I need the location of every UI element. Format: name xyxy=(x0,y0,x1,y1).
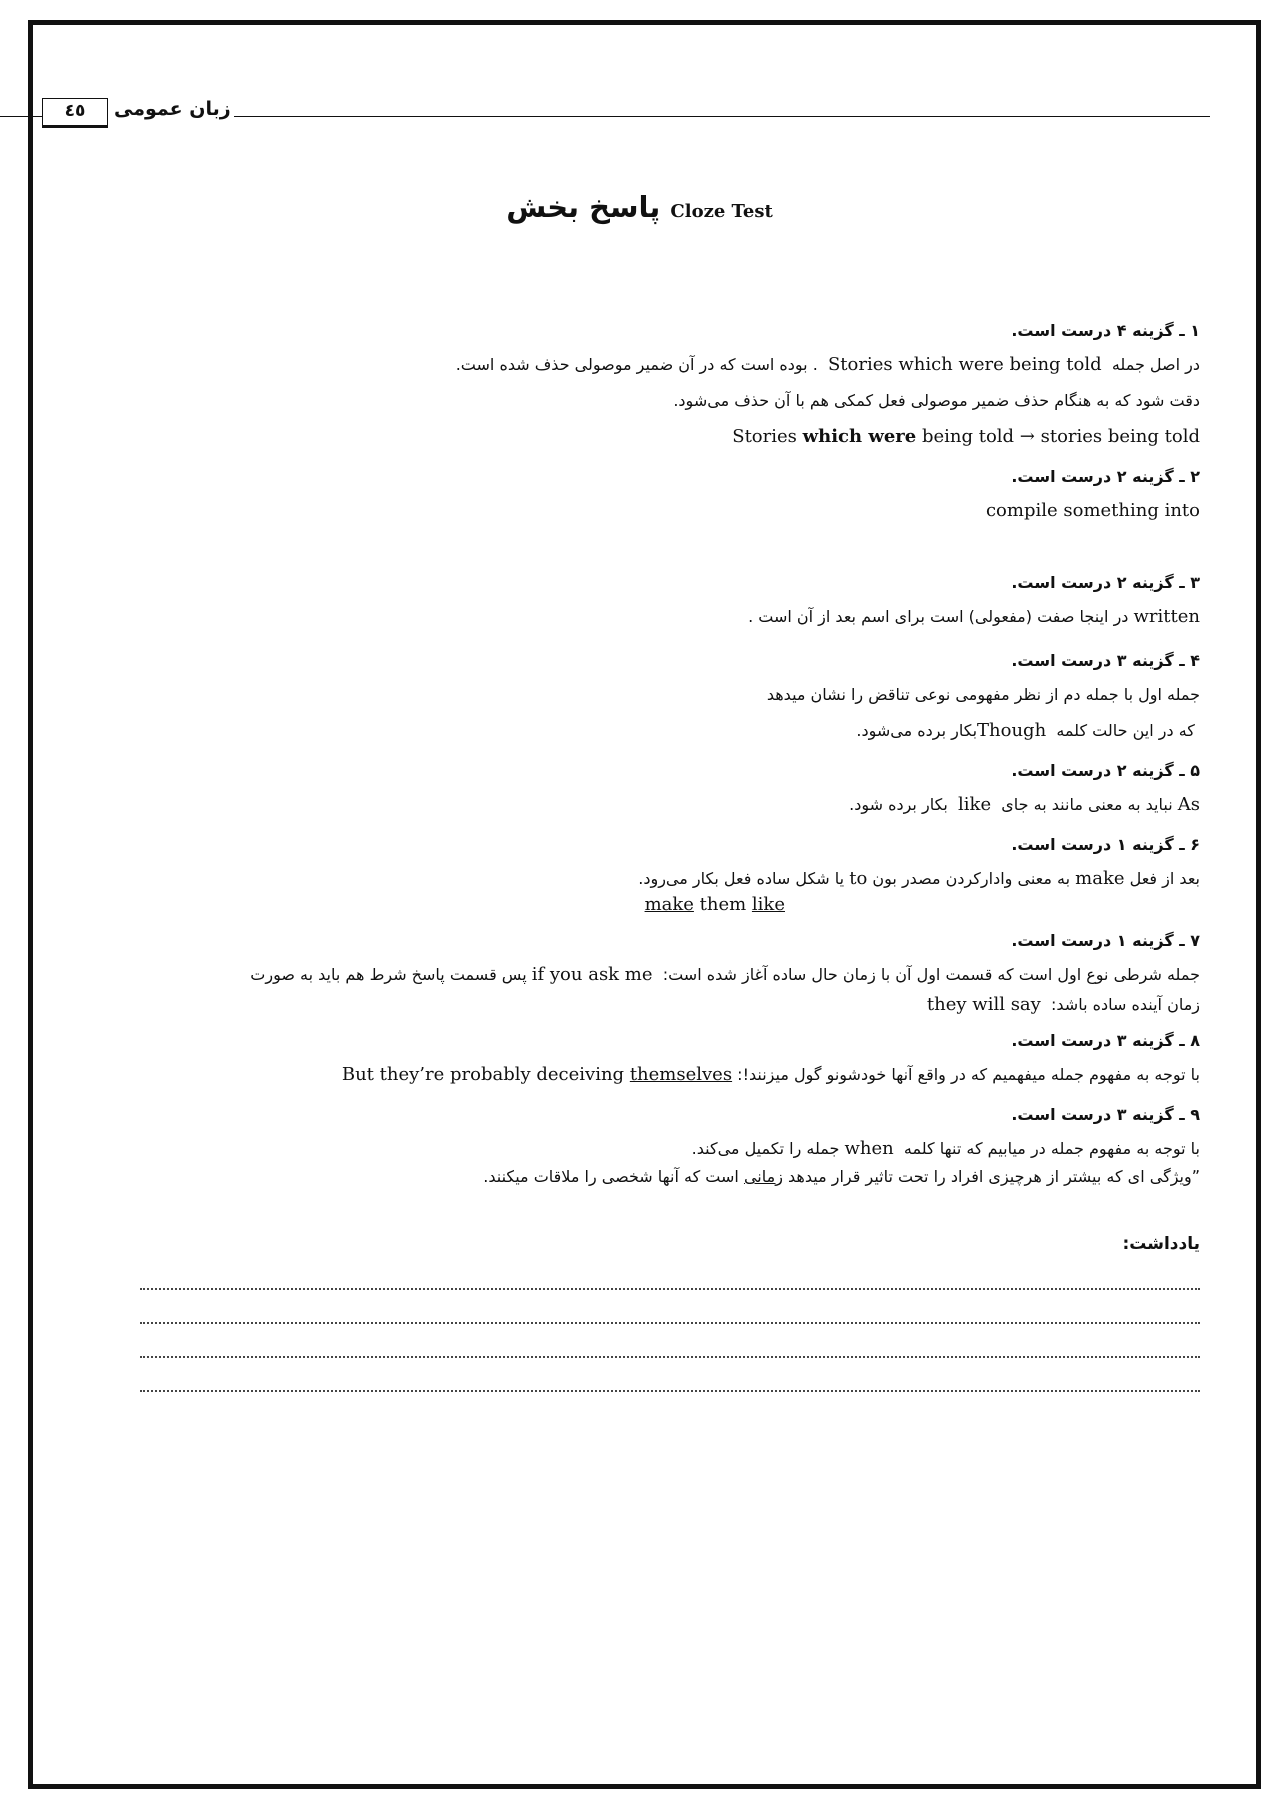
answer-heading-2: ۲ ـ گزینه ۲ درست است. xyxy=(1011,467,1200,486)
title-fa: پاسخ بخش xyxy=(506,190,661,224)
answer-1-example: Stories which were being told → stories being told xyxy=(732,426,1200,447)
answer-4-line-2: که در این حالت کلمه Thoughبکار برده می‌شود. xyxy=(856,720,1195,741)
header-left-rule xyxy=(0,116,42,117)
notes-line xyxy=(140,1358,1200,1392)
notes-line xyxy=(140,1272,1200,1290)
answer-7-line-1: جمله شرطی نوع اول است که قسمت اول آن با زمان حال ساده آغاز شده است: if you ask me پس قسمت پاسخ شرط هم باید به صورت xyxy=(250,964,1200,985)
title-en: Cloze Test xyxy=(670,201,773,222)
answer-heading-8: ۸ ـ گزینه ۳ درست است. xyxy=(1011,1031,1200,1050)
notes-line xyxy=(140,1290,1200,1324)
answer-heading-9: ۹ ـ گزینه ۳ درست است. xyxy=(1011,1105,1200,1124)
answer-4-line-1: جمله اول با جمله دم از نظر مفهومی نوعی تناقض را نشان میدهد xyxy=(766,685,1200,704)
notes-title: یادداشت: xyxy=(1122,1234,1200,1254)
page-title xyxy=(0,190,1279,224)
answer-3-line-1: written در اینجا صفت (مفعولی) است برای اسم بعد از آن است . xyxy=(748,606,1200,627)
answer-8-line-1: با توجه به مفهوم جمله میفهمیم که در واقع آنها خودشونو گول میزنند!: But they’re probably deceiving themselves xyxy=(341,1064,1200,1085)
answer-1-line-1: در اصل جمله Stories which were being told . بوده است که در آن ضمیر موصولی حذف شده است. xyxy=(455,354,1200,375)
page-number: ٤٥ xyxy=(42,98,108,128)
answer-1-line-2: دقت شود که به هنگام حذف ضمیر موصولی فعل کمکی هم با آن حذف می‌شود. xyxy=(673,391,1200,410)
answer-9-line-1: با توجه به مفهوم جمله در میابیم که تنها کلمه when جمله را تکمیل می‌کند. xyxy=(691,1138,1200,1159)
answer-6-example: make them like xyxy=(644,894,785,915)
answer-heading-7: ۷ ـ گزینه ۱ درست است. xyxy=(1011,931,1200,950)
answer-5-line-1: As نباید به معنی مانند به جای like بکار برده شود. xyxy=(849,794,1200,815)
answer-heading-5: ۵ ـ گزینه ۲ درست است. xyxy=(1011,761,1200,780)
book-subject: زبان عمومی xyxy=(114,98,231,120)
header-rule xyxy=(234,116,1210,117)
page-header xyxy=(0,92,1210,132)
answer-heading-6: ۶ ـ گزینه ۱ درست است. xyxy=(1011,835,1200,854)
answer-heading-3: ۳ ـ گزینه ۲ درست است. xyxy=(1011,573,1200,592)
notes-line xyxy=(140,1324,1200,1358)
answer-heading-4: ۴ ـ گزینه ۳ درست است. xyxy=(1011,651,1200,670)
answer-2-line-1: compile something into xyxy=(985,500,1200,521)
answer-9-line-2: ˮویژگی ای که بیشتر از هرچیزی افراد را تحت تاثیر قرار میدهد زمانی است که آنها شخصی را ملاقات میکنند. xyxy=(483,1167,1200,1186)
answer-7-line-2: زمان آینده ساده باشد: they will say xyxy=(926,994,1200,1015)
answers-section xyxy=(90,318,1200,1392)
answer-6-line-1: بعد از فعل make به معنی وادارکردن مصدر بون to یا شکل ساده فعل بکار می‌رود. xyxy=(638,868,1200,889)
answer-heading-1: ۱ ـ گزینه ۴ درست است. xyxy=(1011,321,1200,340)
